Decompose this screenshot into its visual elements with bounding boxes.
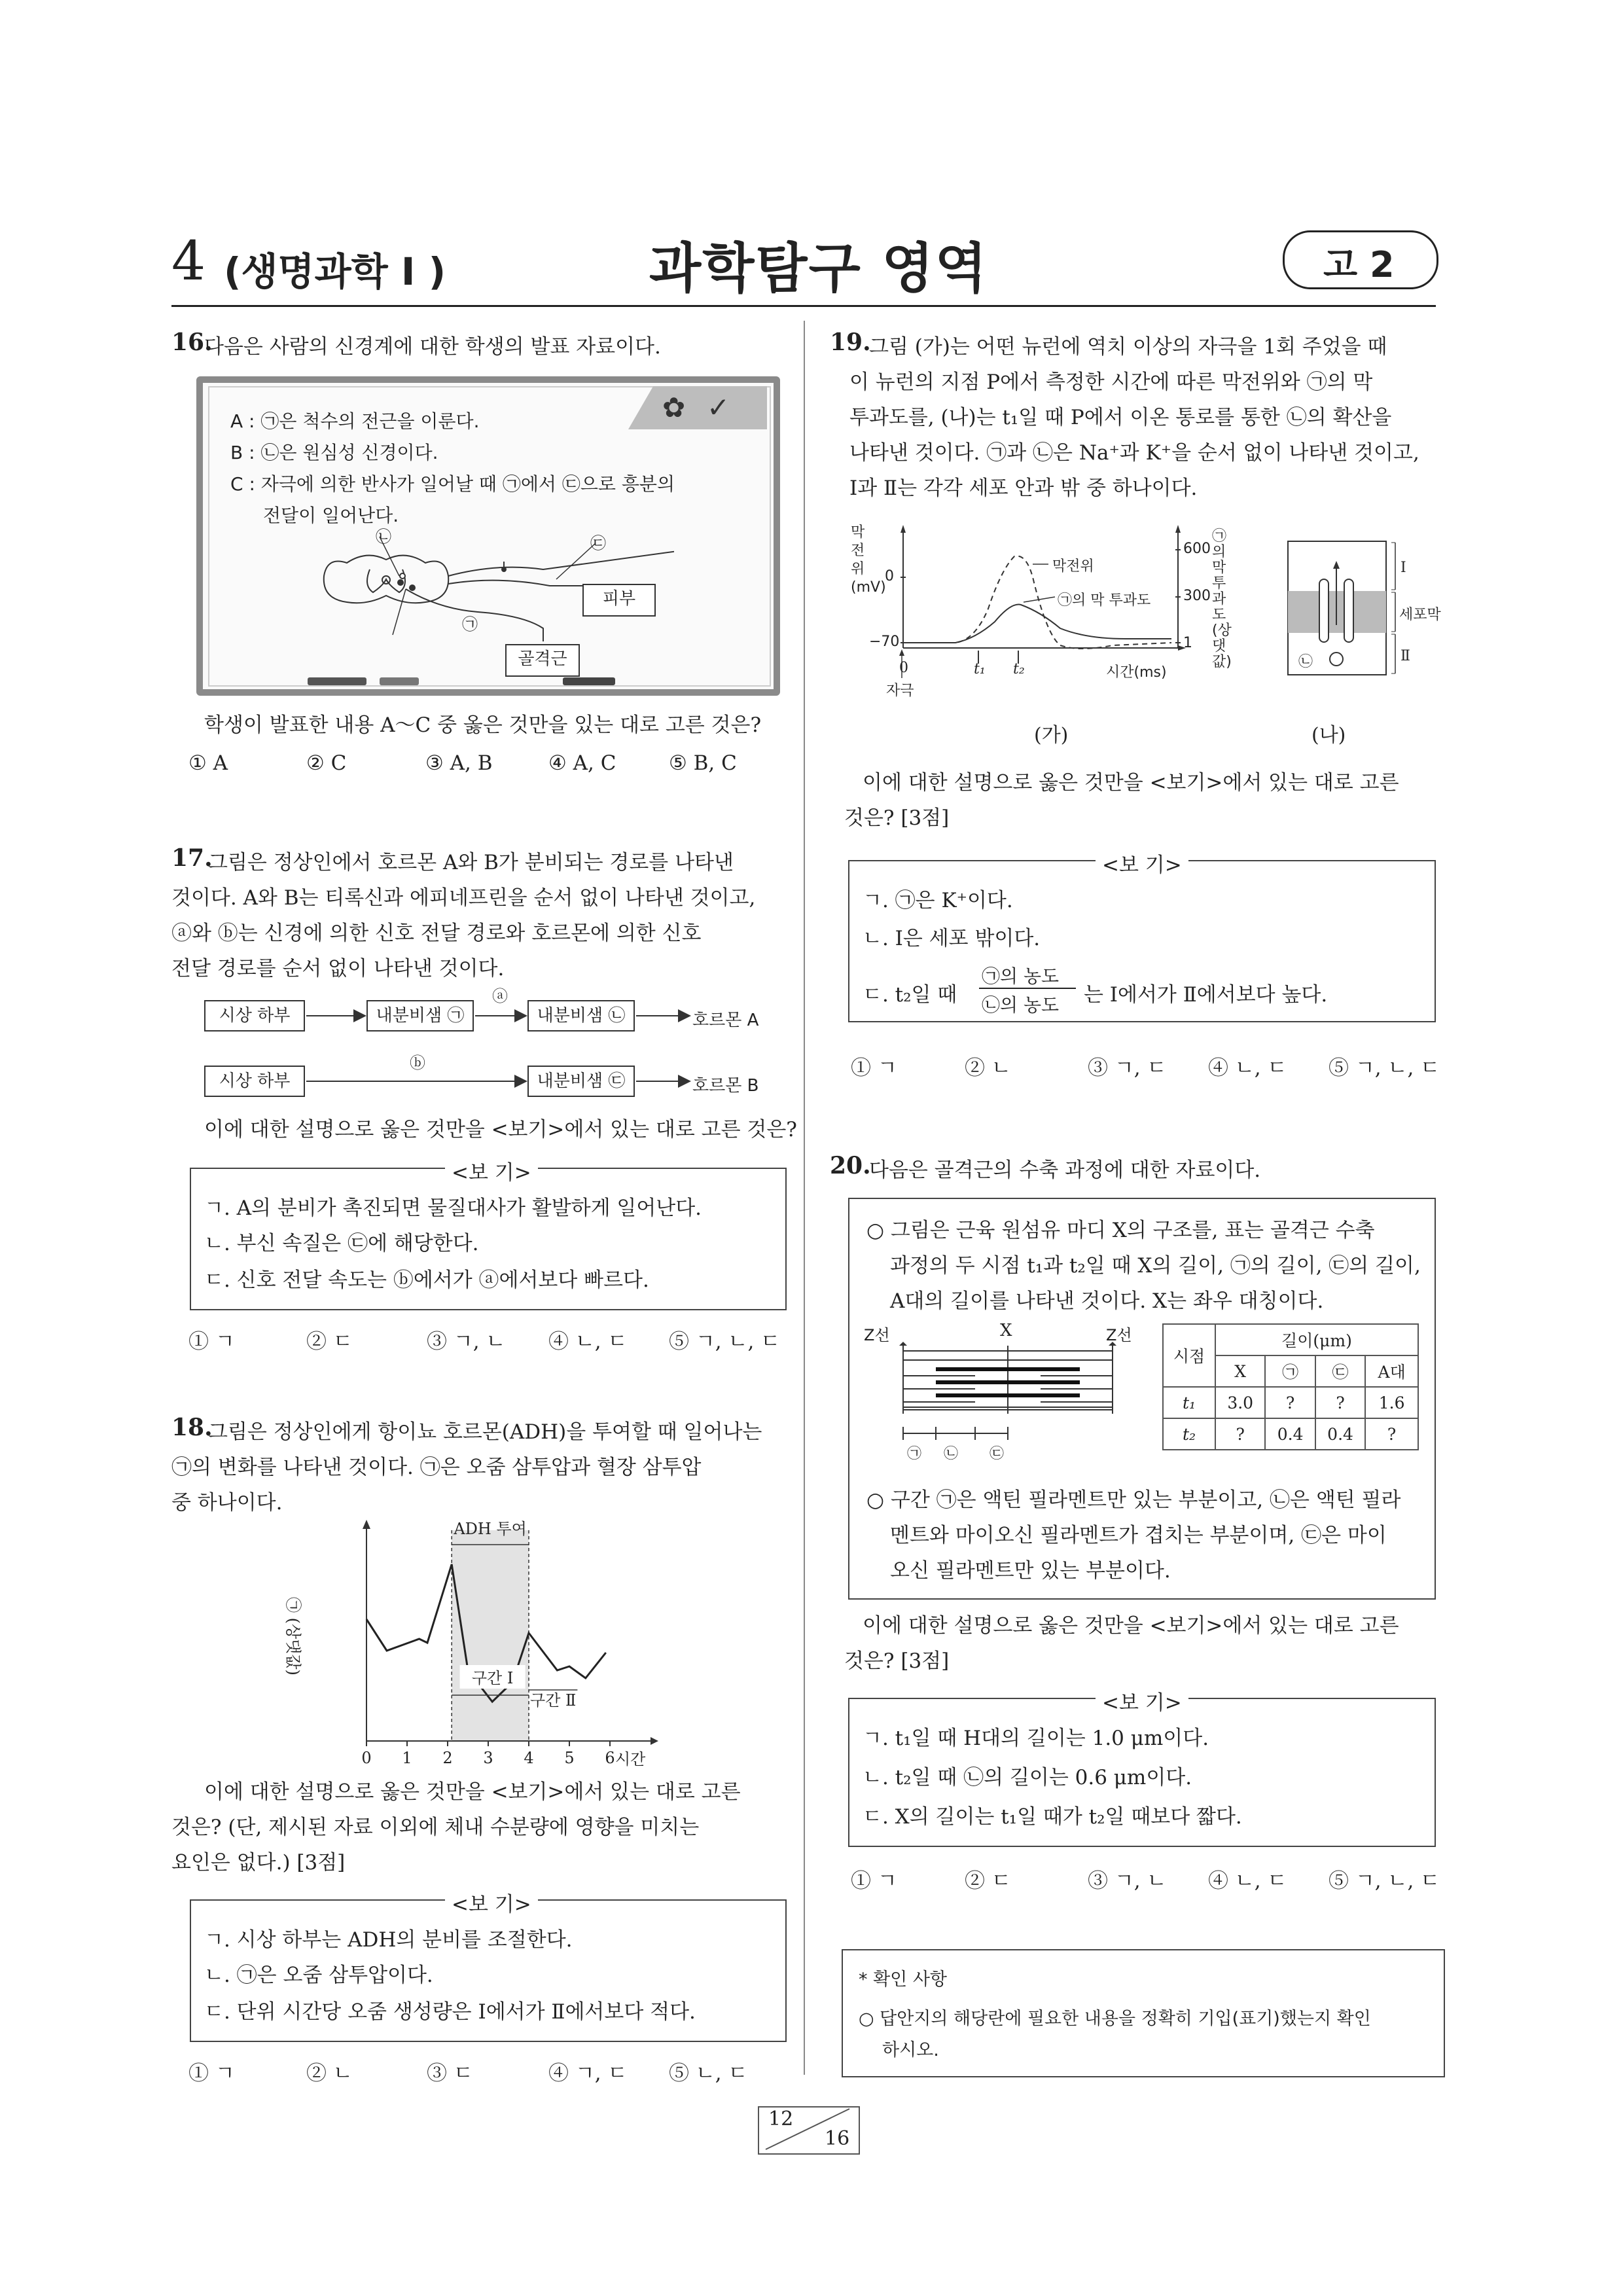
q20-info2-2: 멘트와 마이오신 필라멘트가 겹치는 부분이며, ㉢은 마이 <box>890 1524 1387 1547</box>
table-col-c: ㉢ <box>1315 1355 1365 1387</box>
q19-xtick-0: 0 <box>899 660 908 676</box>
x-tick-label: 2 <box>442 1749 453 1767</box>
q17-flow-arrows <box>305 1000 698 1105</box>
q19-stem-2: 이 뉴런의 지점 P에서 측정한 시간에 따른 막전위와 ㉠의 막 <box>849 370 1373 394</box>
table-cell: t₁ <box>1163 1387 1215 1418</box>
q20-info2-3: 오신 필라멘트만 있는 부분이다. <box>890 1559 1171 1583</box>
q16-choice-3[interactable]: ③ A, B <box>425 751 493 775</box>
q18-ylabel: ㉠ (상댓값) <box>284 1597 302 1676</box>
q19-stem-3: 투과도를, (나)는 t₁일 때 P에서 이온 통로를 통한 ㉡의 확산을 <box>849 406 1392 429</box>
notice-line-2: 하시오. <box>882 2040 939 2060</box>
flow-hypo2-label: 시상 하부 <box>219 1071 291 1091</box>
q18-choice-3[interactable]: ③ ㄷ <box>427 2062 473 2085</box>
notice-title: * 확인 사항 <box>859 1969 947 1990</box>
q19-number: 19. <box>830 329 871 356</box>
muscle-label: 골격근 <box>518 649 567 669</box>
q20-choice-4[interactable]: ④ ㄴ, ㄷ <box>1208 1869 1287 1893</box>
board-line-c: C : 자극에 의한 반사가 일어날 때 ㉠에서 ㉢으로 흥분의 <box>230 473 675 495</box>
q20-question-1: 이에 대한 설명으로 옳은 것만을 <보기>에서 있는 대로 고른 <box>863 1614 1399 1638</box>
q19-y2tick-600: 600 <box>1183 541 1211 557</box>
q19-xtick-t1: t₁ <box>974 661 986 677</box>
q17-bogi-1: ㄱ. A의 분비가 촉진되면 물질대사가 활발하게 일어난다. <box>204 1196 702 1220</box>
x-axis-arrow <box>651 1737 658 1745</box>
q19-y2tick-300: 300 <box>1183 588 1211 604</box>
flow-gland1-label: 내분비샘 ㉠ <box>376 1006 465 1026</box>
board-line-c2: 전달이 일어난다. <box>263 505 399 526</box>
board-line-b: B : ㉡은 원심성 신경이다. <box>230 442 438 463</box>
q19-xlabel: 시간(ms) <box>1106 664 1167 681</box>
q19-choice-4[interactable]: ④ ㄴ, ㄷ <box>1208 1056 1287 1080</box>
q18-stem-1: 그림은 정상인에게 항이뇨 호르몬(ADH)을 투여할 때 일어나는 <box>208 1420 762 1444</box>
q20-seg-b: ㉡ <box>944 1446 959 1462</box>
label-c-circle: ㉢ <box>590 534 606 552</box>
table-cell: ? <box>1365 1418 1418 1450</box>
q18-choice-1[interactable]: ① ㄱ <box>188 2062 235 2085</box>
q17-choice-2[interactable]: ② ㄷ <box>306 1330 353 1354</box>
flow-hormone-a: 호르몬 A <box>692 1011 759 1030</box>
header-rule <box>171 305 1436 307</box>
footer-page: 12 <box>768 2108 794 2130</box>
q19-ylabel: 막전위 (mV) <box>851 524 886 596</box>
q19-b-ion: ㉡ <box>1298 654 1313 670</box>
label-b-circle: ㉡ <box>376 528 391 546</box>
table-header-time: 시점 <box>1163 1324 1215 1387</box>
q20-question-2: 것은? [3점] <box>844 1649 950 1673</box>
q17-choice-5[interactable]: ⑤ ㄱ, ㄴ, ㄷ <box>669 1330 781 1354</box>
table-col-aband: A대 <box>1365 1355 1418 1387</box>
q18-stem-3: 중 하나이다. <box>171 1491 283 1515</box>
q19-question-1: 이에 대한 설명으로 옳은 것만을 <보기>에서 있는 대로 고른 <box>863 771 1399 795</box>
q20-bogi-1: ㄱ. t₁일 때 H대의 길이는 1.0 μm이다. <box>863 1727 1209 1750</box>
q17-choice-3[interactable]: ③ ㄱ, ㄴ <box>427 1330 506 1354</box>
q20-zline-left: Z선 <box>864 1326 890 1344</box>
flow-hypothalamus-2 <box>204 1066 305 1097</box>
q19-xtick-t2: t₂ <box>1013 661 1025 677</box>
q19-bogi-1: ㄱ. ㉠은 K⁺이다. <box>863 889 1013 912</box>
q17-choice-1[interactable]: ① ㄱ <box>188 1330 235 1354</box>
table-cell: 0.4 <box>1315 1418 1365 1450</box>
q19-stem-4: 나타낸 것이다. ㉠과 ㉡은 Na⁺과 K⁺을 순서 없이 나타낸 것이고, <box>849 441 1419 465</box>
q18-question-1: 이에 대한 설명으로 옳은 것만을 <보기>에서 있는 대로 고른 <box>204 1780 741 1804</box>
q19-bogi-2: ㄴ. Ⅰ은 세포 밖이다. <box>863 927 1041 950</box>
table-cell: ? <box>1265 1387 1315 1418</box>
q17-bogi-2: ㄴ. 부신 속질은 ㉢에 해당한다. <box>204 1232 479 1255</box>
q17-number: 17. <box>171 844 213 872</box>
flow-path-b: ⓑ <box>410 1054 425 1072</box>
x-tick-label: 1 <box>402 1749 412 1767</box>
table-row <box>1163 1418 1418 1450</box>
q19-question-2: 것은? [3점] <box>844 806 950 830</box>
q20-bogi-3: ㄷ. X의 길이는 t₁일 때가 t₂일 때보다 짧다. <box>863 1805 1242 1829</box>
q19-stem-1: 그림 (가)는 어떤 뉴런에 역치 이상의 자극을 1회 주었을 때 <box>869 335 1387 359</box>
q19-y2tick-1: 1 <box>1183 635 1192 651</box>
q20-info1-1: ○ 그림은 근육 원섬유 마디 X의 구조를, 표는 골격근 수축 <box>866 1219 1375 1242</box>
flow-hypothalamus-1 <box>204 1000 305 1031</box>
q18-choice-2[interactable]: ② ㄴ <box>306 2062 353 2085</box>
q20-info1-2: 과정의 두 시점 t₁과 t₂일 때 X의 길이, ㉠의 길이, ㉢의 길이, <box>890 1254 1421 1278</box>
q19-stimulus: 자극 <box>886 683 914 699</box>
muscle-box <box>505 644 580 677</box>
sec1-label: 구간 Ⅰ <box>471 1669 514 1687</box>
q20-length-table <box>1162 1323 1419 1450</box>
q19-stem-5: Ⅰ과 Ⅱ는 각각 세포 안과 밖 중 하나이다. <box>849 476 1198 500</box>
q19-y2label: ㉠의 막 투과도 (상댓값) <box>1212 528 1232 670</box>
q20-bogi-2: ㄴ. t₂일 때 ㉡의 길이는 0.6 μm이다. <box>863 1766 1192 1789</box>
table-col-a: ㉠ <box>1265 1355 1315 1387</box>
skin-box <box>582 584 656 617</box>
q19-choice-1[interactable]: ① ㄱ <box>851 1056 897 1080</box>
q20-info1-3: A대의 길이를 나타낸 것이다. X는 좌우 대칭이다. <box>890 1289 1324 1313</box>
q19-fraction-bar <box>979 988 1076 989</box>
q20-choice-3[interactable]: ③ ㄱ, ㄴ <box>1088 1869 1167 1893</box>
subject-label: (생명과학 I ) <box>224 249 446 294</box>
q18-choice-5[interactable]: ⑤ ㄴ, ㄷ <box>669 2062 748 2085</box>
table-col-x: X <box>1215 1355 1265 1387</box>
q18-xlabel: 시간 <box>615 1750 646 1768</box>
q18-chart <box>327 1518 694 1780</box>
table-cell: t₂ <box>1163 1418 1215 1450</box>
table-header-length: 길이(μm) <box>1215 1324 1418 1355</box>
skin-label: 피부 <box>602 589 636 609</box>
q17-bogi-3: ㄷ. 신호 전달 속도는 ⓑ에서가 ⓐ에서보다 빠르다. <box>204 1268 649 1292</box>
q19-b-top: Ⅰ <box>1400 560 1406 576</box>
spine-icon: ✓ <box>707 391 730 423</box>
flow-path-a: ⓐ <box>492 987 508 1005</box>
table-cell: 1.6 <box>1365 1387 1418 1418</box>
board-line-a: A : ㉠은 척수의 전근을 이룬다. <box>230 410 480 432</box>
q16-choice-4[interactable]: ④ A, C <box>548 751 616 775</box>
brain-icon: ✿ <box>662 391 686 423</box>
q17-stem-1: 그림은 정상인에서 호르몬 A와 B가 분비되는 경로를 나타낸 <box>208 851 734 874</box>
q19-b-membrane: 세포막 <box>1399 607 1441 623</box>
q20-zline-right: Z선 <box>1106 1326 1132 1344</box>
q19-series-permeability: ㉠의 막 투과도 <box>1058 592 1151 609</box>
q18-bogi-1: ㄱ. 시상 하부는 ADH의 분비를 조절한다. <box>204 1928 573 1952</box>
q20-choice-5[interactable]: ⑤ ㄱ, ㄴ, ㄷ <box>1329 1869 1440 1893</box>
q18-question-3: 요인은 없다.) [3점] <box>171 1851 346 1874</box>
y-axis-arrow <box>363 1520 370 1529</box>
q18-bogi-3: ㄷ. 단위 시간당 오줌 생성량은 Ⅰ에서가 Ⅱ에서보다 적다. <box>204 2000 696 2024</box>
flow-gland3-label: 내분비샘 ㉢ <box>537 1071 626 1091</box>
q20-choice-1[interactable]: ① ㄱ <box>851 1869 897 1893</box>
q16-stem: 다음은 사람의 신경계에 대한 학생의 발표 자료이다. <box>204 335 661 359</box>
page-title: 과학탐구 영역 <box>649 238 988 300</box>
adh-label: ADH 투여 <box>454 1520 527 1538</box>
q19-bogi-3-den: ㉡의 농도 <box>982 994 1060 1016</box>
q18-choice-4[interactable]: ④ ㄱ, ㄷ <box>548 2062 628 2085</box>
q19-bogi-title: <보 기> <box>1096 848 1188 878</box>
q19-caption-b: (나) <box>1311 724 1346 747</box>
q16-question: 학생이 발표한 내용 A～C 중 옳은 것만을 있는 대로 고른 것은? <box>204 713 762 737</box>
q19-bogi-3-pre: ㄷ. t₂일 때 <box>863 983 957 1007</box>
q19-bogi-3-post: 는 Ⅰ에서가 Ⅱ에서보다 높다. <box>1084 983 1328 1007</box>
q18-number: 18. <box>171 1414 213 1441</box>
q19-choice-5[interactable]: ⑤ ㄱ, ㄴ, ㄷ <box>1329 1056 1440 1080</box>
q20-seg-c: ㉢ <box>990 1446 1005 1462</box>
table-cell: ? <box>1315 1387 1365 1418</box>
q19-choice-3[interactable]: ③ ㄱ, ㄷ <box>1088 1056 1167 1080</box>
q19-caption-a: (가) <box>1034 724 1069 747</box>
footer-total: 16 <box>825 2127 850 2150</box>
notice-line-1: ○ 답안지의 해당란에 필요한 내용을 정확히 기입(표기)했는지 확인 <box>859 2009 1371 2029</box>
x-tick-label: 4 <box>524 1749 534 1767</box>
table-cell: 0.4 <box>1265 1418 1315 1450</box>
x-tick-label: 3 <box>483 1749 493 1767</box>
page-number: 4 <box>171 230 206 293</box>
flow-hypo1-label: 시상 하부 <box>219 1006 291 1026</box>
flow-hormone-b: 호르몬 B <box>692 1076 759 1096</box>
q16-number: 16. <box>171 329 213 356</box>
q19-ytick-70: −70 <box>869 634 900 650</box>
q19-bogi-3-num: ㉠의 농도 <box>982 965 1060 987</box>
q17-stem-2: 것이다. A와 B는 티록신과 에피네프린을 순서 없이 나타낸 것이고, <box>171 886 756 910</box>
grade-label: 고 2 <box>1323 244 1395 285</box>
q16-choice-1[interactable]: ① A <box>188 751 228 775</box>
q18-bogi-title: <보 기> <box>445 1888 538 1917</box>
flow-gland2-label: 내분비샘 ㉡ <box>537 1006 626 1026</box>
table-cell: ? <box>1215 1418 1265 1450</box>
sec2-label: 구간 Ⅱ <box>530 1691 577 1710</box>
q17-bogi-title: <보 기> <box>445 1156 538 1185</box>
q19-series-potential: 막전위 <box>1052 558 1094 575</box>
table-cell: 3.0 <box>1215 1387 1265 1418</box>
q18-question-2: 것은? (단, 제시된 자료 이외에 체내 수분량에 영향을 미치는 <box>171 1816 700 1839</box>
q19-choice-2[interactable]: ② ㄴ <box>965 1056 1011 1080</box>
label-a-circle: ㉠ <box>462 615 478 634</box>
x-tick-label: 6 <box>605 1749 615 1767</box>
q20-choice-2[interactable]: ② ㄷ <box>965 1869 1011 1893</box>
q20-seg-a: ㉠ <box>907 1446 922 1462</box>
q18-bogi-2: ㄴ. ㉠은 오줌 삼투압이다. <box>204 1964 433 1987</box>
x-tick-label: 5 <box>564 1749 575 1767</box>
column-divider <box>804 321 805 2075</box>
q20-bogi-title: <보 기> <box>1096 1686 1188 1715</box>
q17-question: 이에 대한 설명으로 옳은 것만을 <보기>에서 있는 대로 고른 것은? <box>204 1118 797 1141</box>
q20-number: 20. <box>830 1152 871 1179</box>
q20-stem: 다음은 골격근의 수축 과정에 대한 자료이다. <box>869 1158 1261 1182</box>
q16-choice-2[interactable]: ② C <box>306 751 347 775</box>
q20-x-label: X <box>1000 1321 1012 1340</box>
q20-info2-1: ○ 구간 ㉠은 액틴 필라멘트만 있는 부분이고, ㉡은 액틴 필라 <box>866 1488 1401 1512</box>
x-tick-label: 0 <box>361 1749 372 1767</box>
table-row <box>1163 1387 1418 1418</box>
q17-stem-4: 전달 경로를 순서 없이 나타낸 것이다. <box>171 957 505 980</box>
q19-b-bottom: Ⅱ <box>1400 648 1410 664</box>
q16-choice-5[interactable]: ⑤ B, C <box>669 751 737 775</box>
q18-stem-2: ㉠의 변화를 나타낸 것이다. ㉠은 오줌 삼투압과 혈장 삼투압 <box>171 1456 702 1479</box>
q19-ytick-0: 0 <box>885 568 894 584</box>
q17-stem-3: ⓐ와 ⓑ는 신경에 의한 신호 전달 경로와 호르몬에 의한 신호 <box>171 922 702 945</box>
q17-choice-4[interactable]: ④ ㄴ, ㄷ <box>548 1330 628 1354</box>
